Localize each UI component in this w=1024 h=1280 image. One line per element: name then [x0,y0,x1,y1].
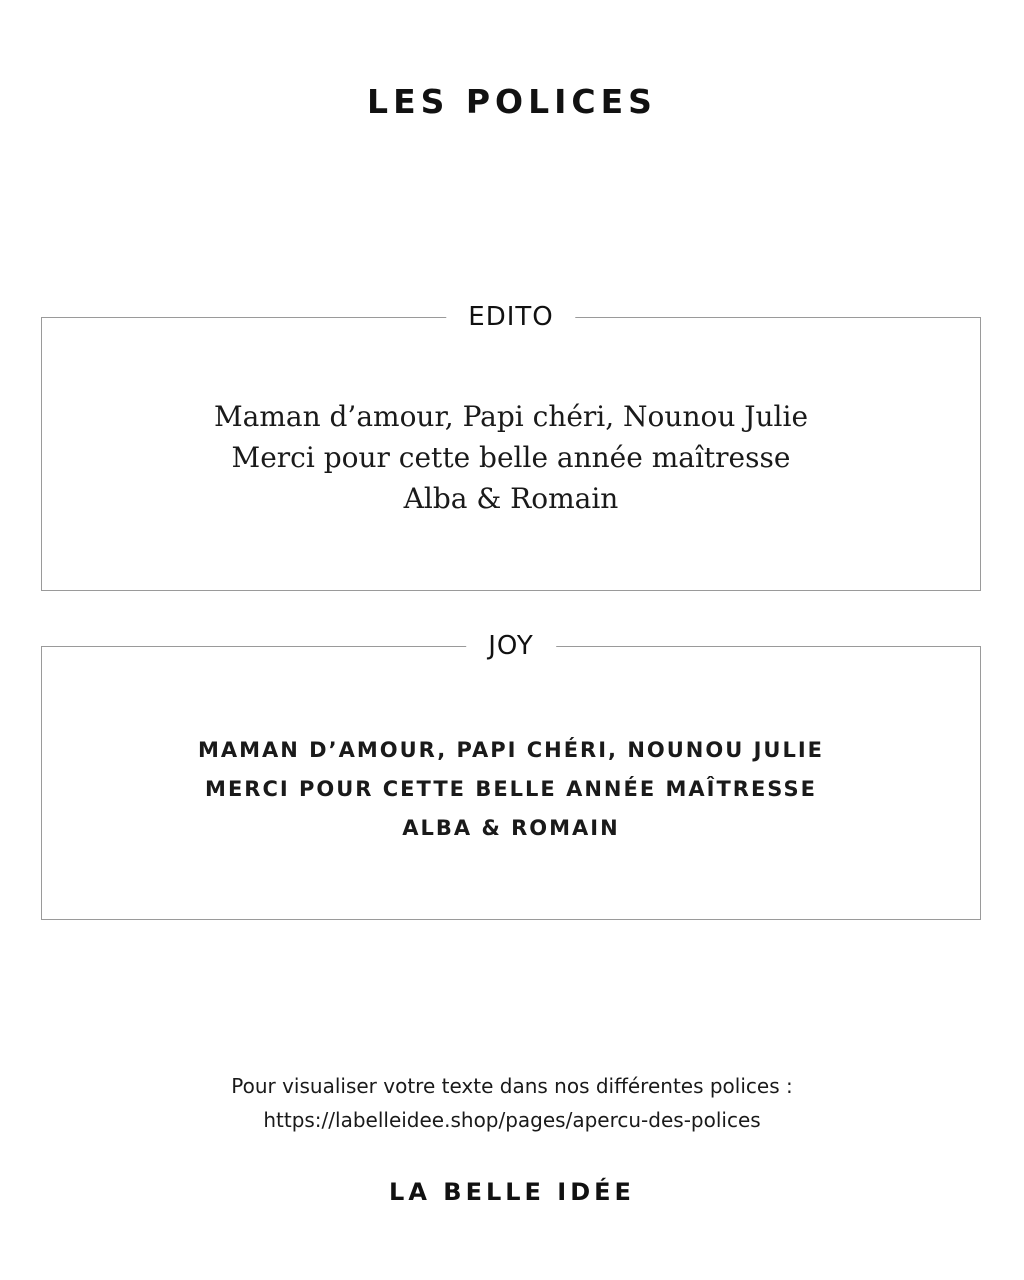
sample-line: Merci pour cette belle année maîtresse [231,441,791,474]
font-sample-text [42,396,980,519]
footer-info [0,1069,1024,1137]
font-preview-joy [41,631,981,920]
sample-line: MAMAN D’AMOUR, PAPI CHÉRI, NOUNOU JULIE [197,738,824,762]
font-name-label: JOY [466,627,556,665]
page-title: LES POLICES [367,82,657,121]
sample-line: Alba & Romain [403,482,619,515]
font-name-label: EDITO [446,298,575,336]
sample-line: ALBA & ROMAIN [402,816,620,840]
brand-name: LA BELLE IDÉE [389,1178,635,1206]
footer-text: Pour visualiser votre texte dans nos différentes polices : [231,1074,793,1098]
sample-line: Maman d’amour, Papi chéri, Nounou Julie [213,400,809,433]
footer-link[interactable]: https://labelleidee.shop/pages/apercu-des-polices [263,1108,761,1132]
sample-line: MERCI POUR CETTE BELLE ANNÉE MAÎTRESSE [205,777,817,801]
font-preview-edito [41,302,981,591]
font-sample-text [42,731,980,848]
